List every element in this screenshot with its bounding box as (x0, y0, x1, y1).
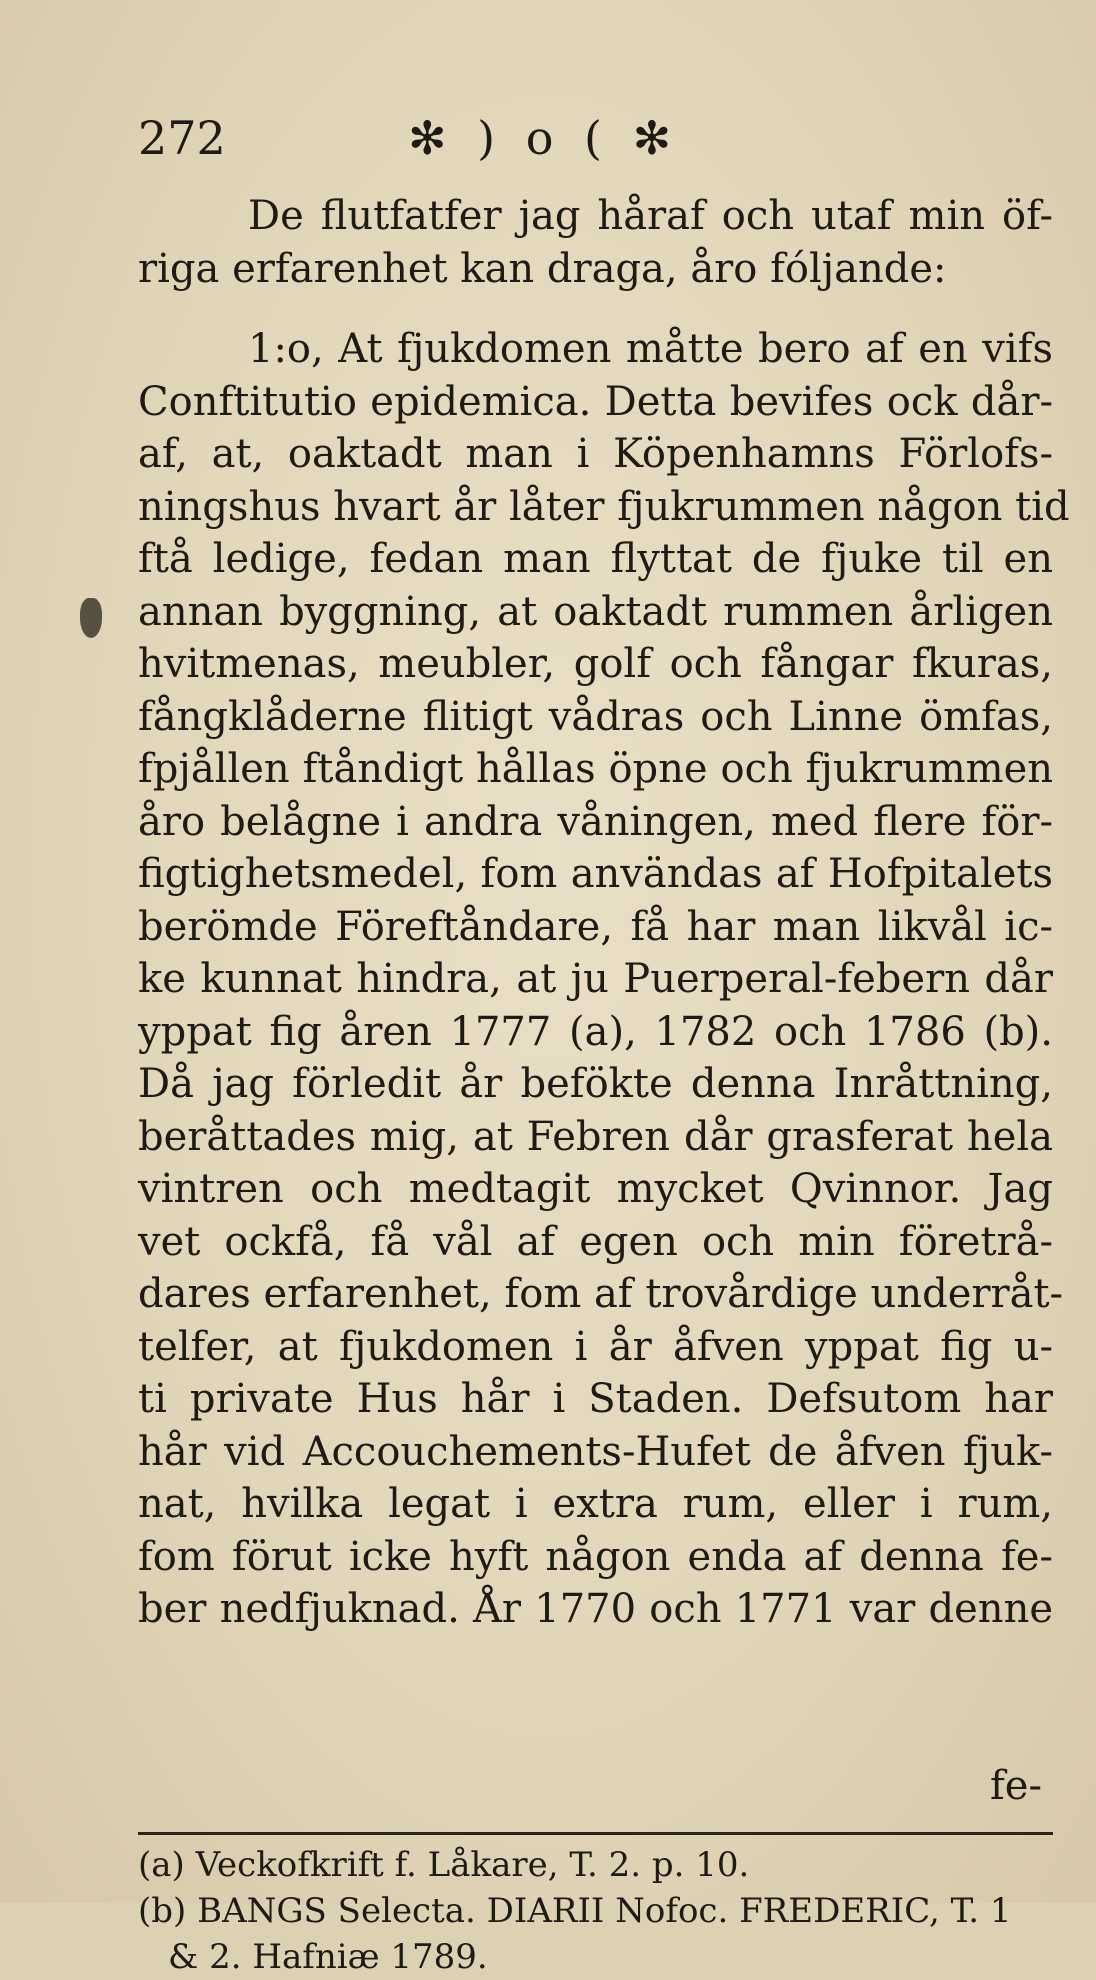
text-line: De flutfatfer jag håraf och utaf min öf- (248, 193, 1053, 239)
text-line: riga erfarenhet kan draga, åro fóljande: (138, 245, 947, 292)
text-line: hvitmenas, meubler, golf och fångar fkuras, (138, 641, 1053, 687)
page-number: 272 (138, 111, 226, 165)
text-line: figtighetsmedel, fom användas af Hofpitalets (138, 851, 1053, 897)
text-line: yppat fig åren 1777 (a), 1782 och 1786 (b). (138, 1008, 1053, 1055)
text-line: fpjållen ftåndigt hållas öpne och fjukrummen (138, 746, 1053, 792)
header-ornament: ✻ ) o ( ✻ (408, 111, 680, 165)
text-line: vet ockfå, få vål af egen och min företrå- (138, 1218, 1053, 1265)
text-line: ti private Hus hår i Staden. Defsutom har (138, 1376, 1053, 1422)
body-text (138, 190, 1070, 1636)
text-line: af, at, oaktadt man i Köpenhamns Förlofs- (138, 431, 1053, 477)
text-line: telfer, at fjukdomen i år åfven yppat fig u- (138, 1323, 1053, 1370)
text-line: ningshus hvart år låter fjukrummen någon tid (138, 483, 1070, 530)
paragraph-gap (138, 295, 1053, 323)
text-line: ftå ledige, fedan man flyttat de fjuke til en (138, 536, 1053, 582)
text-line: 1:o, At fjukdomen måtte bero af en vifs (248, 326, 1053, 372)
text-line: fom förut icke hyft någon enda af denna fe- (138, 1533, 1053, 1580)
text-line: hår vid Accouchements-Hufet de åfven fjuk- (138, 1428, 1053, 1475)
text-line: nat, hvilka legat i extra rum, eller i rum, (138, 1481, 1053, 1527)
footnote-b: (b) BANGS Selecta. DIARII Nofoc. FREDERIC, T. 1 (138, 1891, 1012, 1931)
text-line: ke kunnat hindra, at ju Puerperal-febern dår (138, 956, 1053, 1002)
text-line: beråttades mig, at Febren dår grasferat hela (138, 1113, 1053, 1160)
ink-blot (80, 598, 102, 638)
text-line: Då jag förledit år befökte denna Inråttning, (138, 1061, 1053, 1107)
footnote-rule (138, 1832, 1053, 1835)
running-header (138, 108, 958, 168)
text-line: annan byggning, at oaktadt rummen årligen (138, 588, 1053, 635)
text-line: Conftitutio epidemica. Detta bevifes ock dår- (138, 378, 1053, 425)
footnote-a: (a) Veckofkrift f. Låkare, T. 2. p. 10. (138, 1845, 750, 1885)
catchword: fe- (990, 1763, 1042, 1809)
footnotes (138, 1842, 1053, 1980)
text-line: åro belågne i andra våningen, med flere för- (138, 798, 1053, 845)
text-line: fångklåderne flitigt vådras och Linne ömfas, (138, 693, 1053, 740)
footnote-b-continued: & 2. Hafniæ 1789. (168, 1937, 488, 1977)
text-line: vintren och medtagit mycket Qvinnor. Jag (138, 1166, 1053, 1212)
text-line: dares erfarenhet, fom af trovårdige underråt- (138, 1271, 1064, 1317)
text-line: berömde Föreftåndare, få har man likvål ic- (138, 903, 1053, 950)
text-line: ber nedfjuknad. År 1770 och 1771 var denne (138, 1586, 1053, 1632)
